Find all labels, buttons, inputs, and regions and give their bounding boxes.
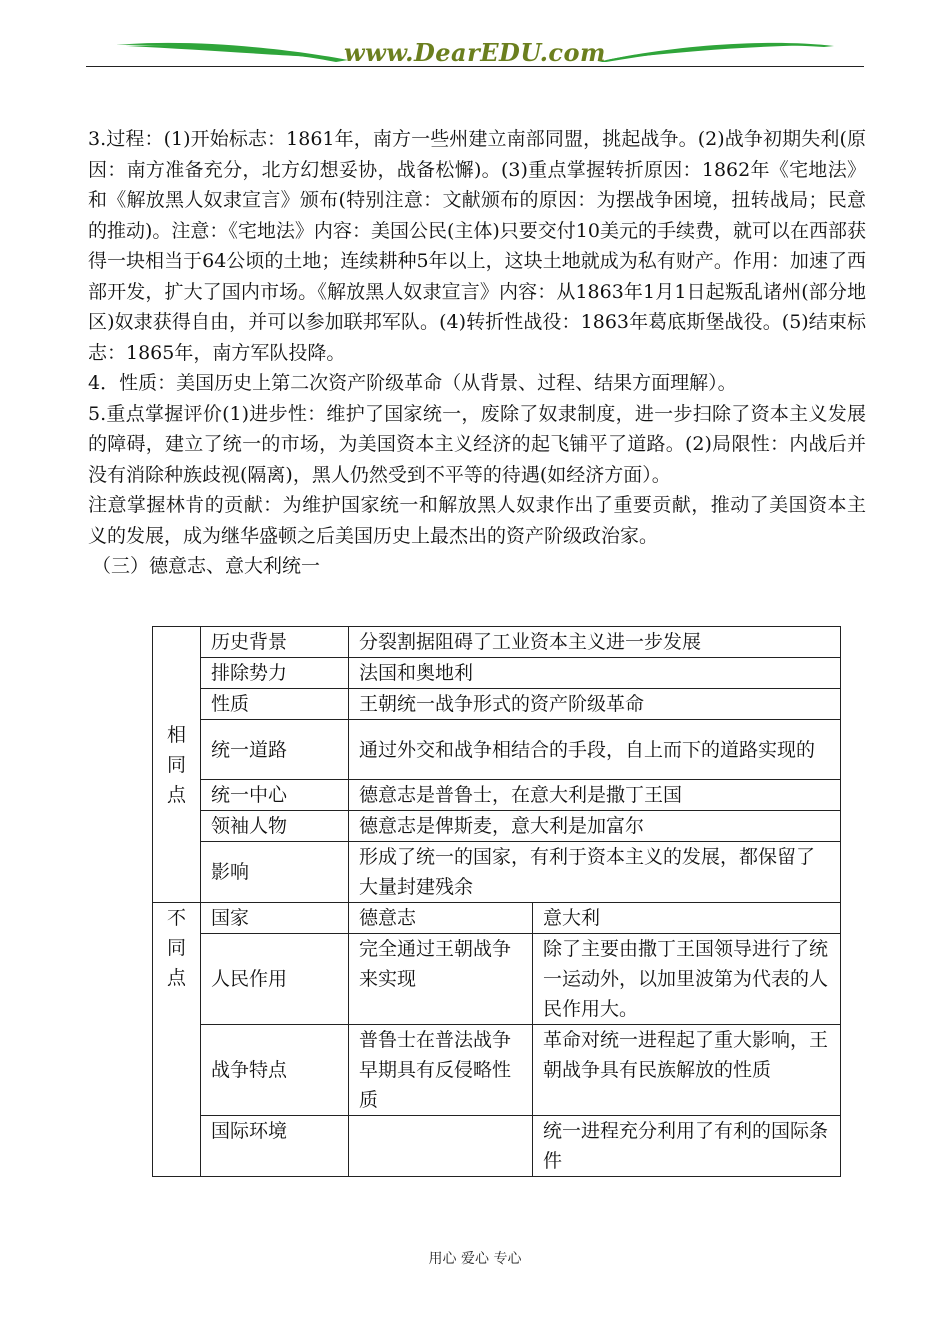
group-label-char: 点 xyxy=(166,783,186,806)
same-group-label xyxy=(163,720,190,810)
row-label: 战争特点 xyxy=(201,1025,349,1116)
group-label-char: 不 xyxy=(166,907,186,929)
row-label: 排除势力 xyxy=(201,658,349,689)
same-group-cell xyxy=(153,627,201,903)
germany-cell: 完全通过王朝战争来实现 xyxy=(349,934,533,1025)
header-italy: 意大利 xyxy=(533,903,841,934)
section-title: （三）德意志、意大利统一 xyxy=(92,555,321,577)
row-label: 统一中心 xyxy=(201,780,349,811)
diff-group-label xyxy=(163,903,190,993)
group-label-char: 同 xyxy=(166,753,186,776)
group-label-char: 相 xyxy=(166,723,186,746)
row-value: 德意志是俾斯麦，意大利是加富尔 xyxy=(349,811,841,842)
row-value: 通过外交和战争相结合的手段，自上而下的道路实现的 xyxy=(349,720,841,780)
row-value: 分裂割据阻碍了工业资本主义进一步发展 xyxy=(349,627,841,658)
row-label: 人民作用 xyxy=(201,934,349,1025)
row-label: 历史背景 xyxy=(201,627,349,658)
table-row xyxy=(153,934,841,1025)
germany-cell xyxy=(349,1116,533,1177)
table-row xyxy=(153,720,841,780)
table-row xyxy=(153,811,841,842)
row-value: 王朝统一战争形式的资产阶级革命 xyxy=(349,689,841,720)
row-value: 法国和奥地利 xyxy=(349,658,841,689)
table-row xyxy=(153,780,841,811)
paragraph-lincoln: 注意掌握林肯的贡献：为维护国家统一和解放黑人奴隶作出了重要贡献，推动了美国资本主义的发展，成为继华盛顿之后美国历史上最杰出的资产阶级政治家。 xyxy=(88,494,866,547)
table-row xyxy=(153,627,841,658)
row-label: 国际环境 xyxy=(201,1116,349,1177)
group-label-char: 点 xyxy=(166,967,186,989)
row-label: 领袖人物 xyxy=(201,811,349,842)
page-header xyxy=(86,36,864,70)
row-label: 性质 xyxy=(201,689,349,720)
site-logo-text[interactable]: www.DearEDU.com xyxy=(344,38,606,67)
row-value: 德意志是普鲁士，在意大利是撒丁王国 xyxy=(349,780,841,811)
comparison-table xyxy=(152,626,841,1177)
table-row xyxy=(153,903,841,934)
paragraph-process: 3.过程：(1)开始标志：1861年，南方一些州建立南部同盟，挑起战争。(2)战争初期失利(原因：南方准备充分，北方幻想妥协，战备松懈)。(3)重点掌握转折原因：1862年《宅地法》和《解放黑人奴隶宣言》颁布(特别注意：文献颁布的原因：为摆战争困境，扭转战局；民意的推动)。注意：《宅地法》内容：美国公民(主体)只要交付10美元的手续费，就可以在西部获得一块相当于64公顷的土地；连续耕种5年以上，这块土地就成为私有财产。作用：加速了西部开发，扩大了国内市场。《解放黑人奴隶宣言》内容：从1863年1月1日起叛乱诸州(部分地区)奴隶获得自由，并可以参加联邦军队。(4)转折性战役：1863年葛底斯堡战役。(5)结束标志：1865年，南方军队投降。 xyxy=(88,128,866,364)
paragraph-evaluation: 5.重点掌握评价(1)进步性：维护了国家统一，废除了奴隶制度，进一步扫除了资本主义发展的障碍，建立了统一的市场，为美国资本主义经济的起飞铺平了道路。(2)局限性：内战后并没有消除种族歧视(隔离)，黑人仍然受到不平等的待遇(如经济方面）。 xyxy=(88,402,866,486)
group-label-char: 同 xyxy=(166,937,186,959)
diff-group-cell xyxy=(153,903,201,1177)
italy-cell: 统一进程充分利用了有利的国际条件 xyxy=(533,1116,841,1177)
header-label: 国家 xyxy=(201,903,349,934)
page-footer: 用心 爱心 专心 xyxy=(428,1251,522,1267)
italy-cell: 革命对统一进程起了重大影响，王朝战争具有民族解放的性质 xyxy=(533,1025,841,1116)
header-germany: 德意志 xyxy=(349,903,533,934)
table-row xyxy=(153,842,841,903)
table-row xyxy=(153,689,841,720)
row-label: 影响 xyxy=(201,842,349,903)
header-divider xyxy=(86,66,864,67)
paragraph-nature: 4．性质：美国历史上第二次资产阶级革命（从背景、过程、结果方面理解）。 xyxy=(88,372,737,394)
table-row xyxy=(153,1116,841,1177)
row-value: 形成了统一的国家，有利于资本主义的发展，都保留了大量封建残余 xyxy=(349,842,841,903)
germany-cell: 普鲁士在普法战争早期具有反侵略性质 xyxy=(349,1025,533,1116)
table-row xyxy=(153,1025,841,1116)
main-content xyxy=(88,124,866,581)
italy-cell: 除了主要由撒丁王国领导进行了统一运动外，以加里波第为代表的人民作用大。 xyxy=(533,934,841,1025)
table-row xyxy=(153,658,841,689)
row-label: 统一道路 xyxy=(201,720,349,780)
